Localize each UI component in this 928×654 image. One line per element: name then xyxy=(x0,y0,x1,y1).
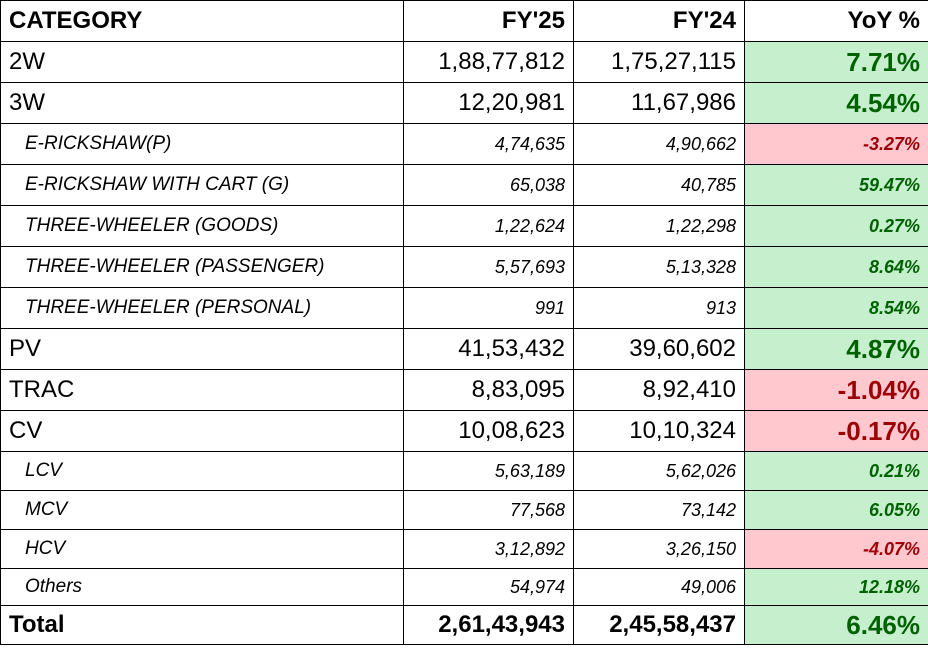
table-row xyxy=(1,42,928,83)
total-row xyxy=(1,606,928,645)
row-fy24: 39,60,602 xyxy=(574,329,745,370)
row-fy25: 54,974 xyxy=(404,569,574,606)
row-fy25: 5,57,693 xyxy=(404,247,574,288)
row-fy25: 77,568 xyxy=(404,491,574,530)
row-category: TRAC xyxy=(1,370,404,411)
table-row xyxy=(1,206,928,247)
row-yoy: 12.18% xyxy=(745,569,928,606)
row-yoy: -4.07% xyxy=(745,530,928,569)
row-fy24: 3,26,150 xyxy=(574,530,745,569)
row-yoy: 4.87% xyxy=(745,329,928,370)
row-fy24: 10,10,324 xyxy=(574,411,745,452)
row-yoy: -3.27% xyxy=(745,124,928,165)
row-yoy: 4.54% xyxy=(745,83,928,124)
row-fy24: 1,75,27,115 xyxy=(574,42,745,83)
row-category: THREE-WHEELER (GOODS) xyxy=(1,206,404,247)
row-fy25: 8,83,095 xyxy=(404,370,574,411)
row-fy25: 41,53,432 xyxy=(404,329,574,370)
table-row xyxy=(1,411,928,452)
table-row xyxy=(1,165,928,206)
header-yoy: YoY % xyxy=(745,1,928,42)
row-category: 2W xyxy=(1,42,404,83)
total-yoy: 6.46% xyxy=(745,606,928,645)
row-fy24: 73,142 xyxy=(574,491,745,530)
row-fy24: 8,92,410 xyxy=(574,370,745,411)
row-fy25: 12,20,981 xyxy=(404,83,574,124)
header-category: CATEGORY xyxy=(1,1,404,42)
row-fy24: 49,006 xyxy=(574,569,745,606)
row-category: CV xyxy=(1,411,404,452)
row-yoy: 59.47% xyxy=(745,165,928,206)
table-row xyxy=(1,569,928,606)
row-yoy: 8.54% xyxy=(745,288,928,329)
row-category: MCV xyxy=(1,491,404,530)
row-fy25: 1,22,624 xyxy=(404,206,574,247)
total-fy24: 2,45,58,437 xyxy=(574,606,745,645)
row-yoy: 0.27% xyxy=(745,206,928,247)
table-row xyxy=(1,329,928,370)
table-row xyxy=(1,370,928,411)
row-fy24: 1,22,298 xyxy=(574,206,745,247)
row-category: THREE-WHEELER (PASSENGER) xyxy=(1,247,404,288)
row-fy24: 4,90,662 xyxy=(574,124,745,165)
row-category: E-RICKSHAW WITH CART (G) xyxy=(1,165,404,206)
row-fy25: 4,74,635 xyxy=(404,124,574,165)
row-fy24: 5,13,328 xyxy=(574,247,745,288)
row-yoy: -0.17% xyxy=(745,411,928,452)
total-category: Total xyxy=(1,606,404,645)
row-category: HCV xyxy=(1,530,404,569)
table-row xyxy=(1,452,928,491)
row-yoy: 6.05% xyxy=(745,491,928,530)
row-fy25: 5,63,189 xyxy=(404,452,574,491)
header-row xyxy=(1,1,928,42)
row-fy25: 3,12,892 xyxy=(404,530,574,569)
row-fy25: 10,08,623 xyxy=(404,411,574,452)
row-category: 3W xyxy=(1,83,404,124)
row-yoy: 7.71% xyxy=(745,42,928,83)
row-category: Others xyxy=(1,569,404,606)
total-fy25: 2,61,43,943 xyxy=(404,606,574,645)
row-category: THREE-WHEELER (PERSONAL) xyxy=(1,288,404,329)
table-row xyxy=(1,530,928,569)
row-category: PV xyxy=(1,329,404,370)
table-row xyxy=(1,491,928,530)
table-row xyxy=(1,288,928,329)
row-category: E-RICKSHAW(P) xyxy=(1,124,404,165)
table-row xyxy=(1,124,928,165)
table-row xyxy=(1,83,928,124)
header-fy25: FY'25 xyxy=(404,1,574,42)
row-yoy: 8.64% xyxy=(745,247,928,288)
row-category: LCV xyxy=(1,452,404,491)
row-fy25: 1,88,77,812 xyxy=(404,42,574,83)
table-row xyxy=(1,247,928,288)
row-yoy: 0.21% xyxy=(745,452,928,491)
row-fy24: 11,67,986 xyxy=(574,83,745,124)
row-fy24: 40,785 xyxy=(574,165,745,206)
row-fy24: 913 xyxy=(574,288,745,329)
row-fy24: 5,62,026 xyxy=(574,452,745,491)
header-fy24: FY'24 xyxy=(574,1,745,42)
row-yoy: -1.04% xyxy=(745,370,928,411)
row-fy25: 991 xyxy=(404,288,574,329)
row-fy25: 65,038 xyxy=(404,165,574,206)
